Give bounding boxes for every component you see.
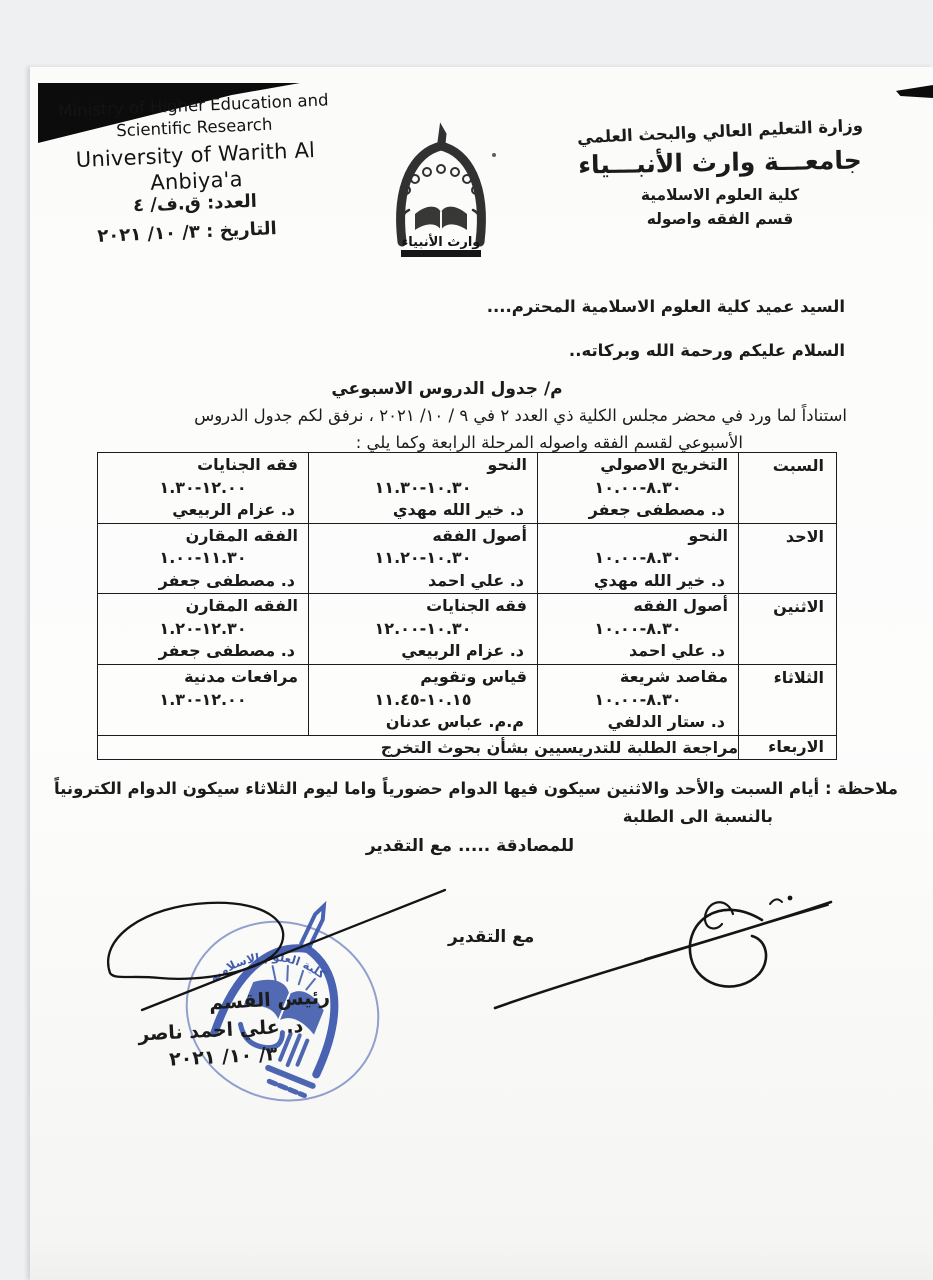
lesson-subject: فقه الجنايات	[426, 596, 527, 615]
table-row	[98, 735, 837, 759]
header-arabic-block	[535, 115, 905, 231]
dean-signature-icon	[470, 878, 850, 1028]
merged-activity-cell: مراجعة الطلبة للتدريسيين بشأن بحوث التخرج	[98, 735, 739, 759]
lesson-cell	[309, 453, 538, 524]
table-row	[98, 453, 837, 524]
day-cell: الاثنين	[739, 594, 837, 665]
lesson-time: ١٠.٣٠-١٢.٠٠	[374, 618, 472, 638]
header-english-block	[40, 89, 350, 201]
body-line-1: استناداً لما ورد في محضر مجلس الكلية ذي العدد ٢ في ٩ / ١٠/ ٢٠٢١ ، نرفق لكم جدول الدروس	[194, 406, 847, 425]
lesson-cell	[309, 594, 538, 665]
lesson-time: ٨.٣٠-١٠.٠٠	[594, 689, 682, 709]
lesson-teacher: د. مصطفى جعفر	[158, 641, 295, 660]
lesson-time: ٨.٣٠-١٠.٠٠	[594, 548, 682, 567]
lesson-cell	[98, 594, 309, 665]
recipient-line: السيد عميد كلية العلوم الاسلامية المحترم....	[486, 297, 845, 316]
lesson-time: ١٠.٣٠-١١.٢٠	[374, 548, 472, 567]
lesson-subject: مقاصد شريعة	[619, 667, 728, 686]
lesson-subject: أصول الفقه	[633, 596, 728, 615]
lesson-time: ٨.٣٠-١٠.٠٠	[594, 618, 682, 638]
lesson-teacher: د. عزام الربيعي	[401, 641, 524, 660]
ref-number: العدد: ق.ف/ ٤	[132, 190, 258, 217]
logo-calligraphy: وارث الأنبياء	[401, 235, 481, 250]
university-logo-icon	[385, 122, 497, 262]
lesson-time: ٨.٣٠-١٠.٠٠	[594, 477, 682, 497]
day-cell: الاحد	[739, 523, 837, 594]
department-name-ar: قسم الفقه واصوله	[646, 210, 794, 228]
lesson-subject: الفقه المقارن	[185, 525, 298, 545]
ministry-name-en-line1: Ministry of Higher Education and	[57, 90, 329, 121]
note-line-2: بالنسبة الى الطلبة	[622, 807, 773, 826]
lesson-cell	[538, 665, 739, 736]
lesson-subject: الفقه المقارن	[185, 596, 298, 615]
logo-base-bar	[401, 250, 481, 257]
subject-line: م/ جدول الدروس الاسبوعي	[331, 379, 563, 399]
table-row	[98, 594, 837, 665]
lesson-teacher: د. خير الله مهدي	[392, 500, 524, 519]
lesson-teacher: د. خير الله مهدي	[593, 570, 725, 590]
lesson-time: ١٠.٣٠-١١.٣٠	[374, 477, 472, 497]
lesson-time: ١٢.٠٠-١.٣٠	[159, 689, 247, 709]
lesson-subject: النحو	[688, 525, 728, 545]
lesson-teacher: د. علي احمد	[427, 570, 524, 590]
note-line-1: ملاحظة : أيام السبت والأحد والاثنين سيكون فيها الدوام حضورياً واما ليوم الثلاثاء سيكون الدوام الكترونياً	[53, 779, 898, 798]
lesson-cell	[309, 665, 538, 736]
lesson-cell	[538, 523, 739, 594]
lesson-cell	[538, 594, 739, 665]
college-name-ar: كلية العلوم الاسلامية	[640, 186, 800, 204]
lesson-cell	[309, 523, 538, 594]
lesson-cell	[98, 523, 309, 594]
lesson-subject: أصول الفقه	[432, 525, 527, 545]
lesson-teacher: د. مصطفى جعفر	[588, 500, 725, 519]
lesson-time: ١٢.٣٠-١.٢٠	[159, 618, 247, 638]
lesson-cell	[538, 453, 739, 524]
day-cell: الثلاثاء	[739, 665, 837, 736]
lesson-cell	[98, 665, 309, 736]
ref-date: التاريخ : ٣/ ١٠/ ٢٠٢١	[96, 218, 278, 247]
university-name-ar: جامعـــة وارث الأنبـــياء	[577, 145, 863, 180]
body-line-2: الأسبوعي لقسم الفقه واصوله المرحلة الرابعة وكما يلي :	[355, 433, 743, 452]
lesson-cell	[98, 453, 309, 524]
lesson-subject: التخريج الاصولي	[600, 455, 728, 474]
lesson-time: ١٠.١٥-١١.٤٥	[374, 689, 472, 709]
signing-date: ٣/ ١٠/ ٢٠٢١	[168, 1043, 278, 1071]
stamp-arc-text: كلية العلوم الاسلامية	[206, 949, 329, 985]
day-cell: الاربعاء	[739, 735, 837, 759]
ministry-name-en-line2: Scientific Research	[115, 114, 273, 141]
lesson-teacher: د. علي احمد	[628, 641, 725, 660]
lesson-subject: النحو	[487, 455, 527, 474]
greeting-line: السلام عليكم ورحمة الله وبركاته..	[568, 341, 845, 360]
ministry-name-ar: وزارة التعليم العالي والبحث العلمي	[576, 115, 864, 148]
day-cell: السبت	[739, 453, 837, 524]
signer-title: رئيس القسم	[208, 986, 331, 1015]
lesson-teacher: م.م. عباس عدنان	[385, 712, 524, 731]
weekly-schedule-table	[97, 452, 837, 760]
lesson-teacher: د. ستار الدلفي	[607, 712, 725, 731]
signer-name: د. علي احمد ناصر	[137, 1015, 304, 1046]
lesson-subject: فقه الجنايات	[197, 455, 298, 474]
lesson-teacher: د. عزام الربيعي	[172, 500, 295, 519]
lesson-time: ١٢.٠٠-١.٣٠	[159, 477, 247, 497]
closing-line: مع التقدير	[448, 927, 535, 947]
approval-line: للمصادقة ..... مع التقدير	[365, 836, 575, 856]
university-name-en: University of Warith Al Anbiya'a	[75, 137, 316, 195]
table-row	[98, 665, 837, 736]
lesson-subject: قياس وتقويم	[420, 667, 527, 686]
lesson-time: ١١.٣٠-١.٠٠	[159, 548, 247, 567]
table-row	[98, 523, 837, 594]
lesson-subject: مرافعات مدنية	[184, 667, 298, 686]
lesson-teacher: د. مصطفى جعفر	[158, 570, 295, 590]
